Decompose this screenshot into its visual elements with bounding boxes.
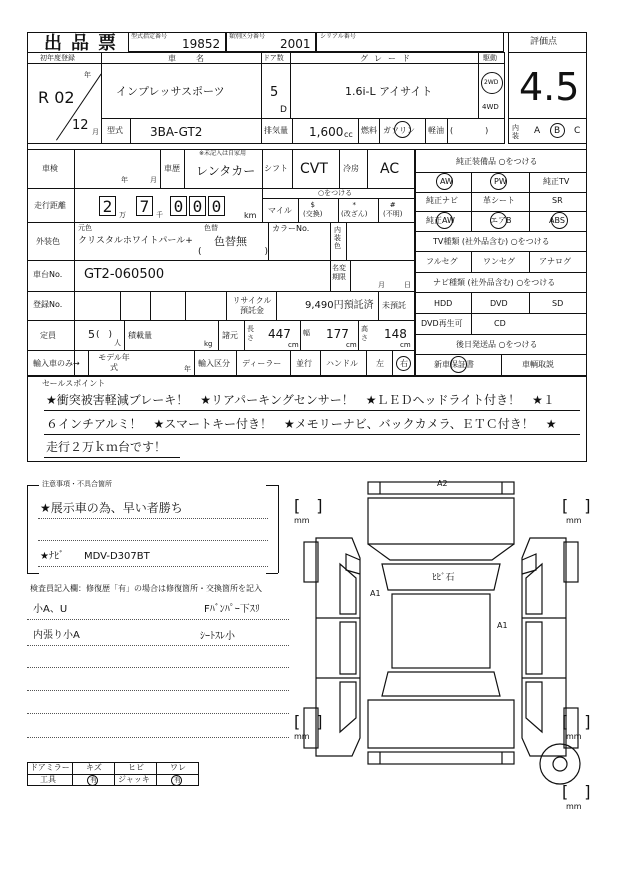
tv-oneseg: ワンセグ (483, 257, 515, 266)
import-parallel: 並行 (296, 359, 312, 368)
inspection-year-label: 年 (121, 176, 128, 184)
handle-left: 左 (376, 359, 384, 368)
acc-jack-value: 有 (174, 776, 181, 784)
interior-b-circle (550, 123, 565, 138)
equip-leather: 革シート (483, 196, 515, 205)
sales-line-3: 走行２万ｋｍ台です！ (46, 440, 167, 454)
load-label: 積載量 (128, 331, 152, 340)
tire-rl-bracket: [ ] (294, 712, 323, 731)
damage-left: A1 (370, 589, 381, 598)
history-note: ※未記入は自家用 (199, 150, 247, 157)
navi-title: ナビ種類 (社外品含む) ○をつける (433, 278, 556, 287)
fuel-gasoline: ガソリン (383, 126, 415, 135)
rating-score: 4.5 (519, 65, 580, 109)
acc-tools: 工具 (40, 775, 56, 784)
dvd-play: DVD再生可 (421, 319, 463, 328)
notes-line-1: ★展示車の為、早い者勝ち (40, 501, 183, 515)
inspector-row-2-right: ｼｰﾄｽﾚ小 (200, 631, 235, 642)
tv-title: TV種類 (社外品含む) ○をつける (433, 237, 550, 246)
fuel-light-oil: 軽油 (428, 126, 444, 135)
first-reg-month: 12 (72, 118, 89, 133)
name-change-day: 日 (404, 281, 411, 289)
import-category-label: 輸入区分 (198, 359, 230, 368)
grade-value: 1.6i-L アイサイト (345, 85, 433, 98)
equip-genuine-aw-circle (436, 212, 453, 229)
displacement-value: 1,600 (309, 125, 344, 139)
name-change-month: 月 (378, 281, 385, 289)
spec-label: 諸元 (222, 331, 238, 340)
mileage-digit-1: 2 (99, 196, 116, 216)
first-reg-year-label: 年 (84, 71, 91, 79)
notes-label: 注意事項・不具合箇所 (42, 480, 112, 488)
mileage-circle-note: ○をつける (318, 189, 353, 197)
handle-right-circle (396, 356, 411, 371)
type-label: 型式 (107, 126, 123, 135)
rating-label: 評価点 (530, 37, 558, 47)
category-label: 類別区分番号 (229, 33, 266, 40)
tire-fl-mm: mm (294, 516, 310, 525)
car-name-label: 車 名 (168, 54, 210, 63)
color-paint-label: 色替 (204, 224, 218, 232)
mileage-man-label: 万 (119, 211, 126, 219)
equip-aw-circle (436, 173, 453, 190)
history-value: レンタカー (196, 164, 256, 178)
drive-label: 駆動 (483, 54, 497, 62)
height-cm: cm (400, 341, 411, 349)
door-type: D (280, 105, 287, 115)
equip-navi: 純正ナビ (426, 196, 458, 205)
mileage-digit-4: 0 (189, 196, 206, 216)
mileage-modified: * (改ざん) (341, 201, 368, 218)
acc-header-break: ワレ (170, 763, 186, 772)
length-value: 447 (268, 327, 291, 341)
acc-tools-value: 有 (90, 776, 97, 784)
capacity-label: 定員 (40, 331, 56, 340)
model-code-value: 19852 (182, 37, 221, 51)
interior-b: B (554, 126, 561, 136)
mileage-label: 走行距離 (34, 201, 66, 210)
equip-tv: 純正TV (543, 177, 570, 186)
first-reg-month-label: 月 (92, 128, 99, 136)
navi-hdd: HDD (434, 299, 453, 308)
length-label: 長さ (247, 325, 254, 342)
color-no-label: カラーNo. (272, 224, 310, 233)
import-dealer: ディーラー (242, 359, 282, 368)
acc-jack-circle (171, 775, 182, 786)
inspector-row-2-left: 内張り小A (33, 630, 80, 641)
inspection-label: 車検 (42, 164, 58, 173)
type-value: 3BA-GT2 (150, 125, 203, 139)
import-label: 輸入車のみ→ (33, 359, 80, 368)
doors-value: 5 (270, 85, 279, 100)
car-name: インプレッサスポーツ (116, 85, 225, 98)
page-title: 出品票 (44, 33, 125, 54)
tire-rr-mm: mm (566, 732, 582, 741)
equip-pw-circle (490, 173, 507, 190)
registration-label: 登録No. (33, 300, 63, 309)
height-value: 148 (384, 327, 407, 341)
mileage-unit: km (244, 211, 257, 220)
capacity-person: 人 (114, 339, 121, 347)
damage-front: A2 (437, 479, 448, 488)
sales-label: セールスポイント (42, 379, 106, 388)
width-label: 幅 (303, 329, 310, 337)
acc-header-scratch: キズ (86, 763, 102, 772)
tire-spare-mm: mm (566, 802, 582, 811)
recycle-value: 9,490円預託済 (305, 300, 374, 311)
acc-header-crack: ヒビ (128, 763, 144, 772)
grade-label: グレード (360, 54, 416, 63)
interior-color-label: 内装色 (334, 226, 341, 250)
color-paint-paren: ( ) (198, 247, 269, 257)
fuel-gasoline-circle (394, 121, 411, 138)
mileage-unknown: # (不明) (383, 201, 403, 218)
mileage-digit-5: 0 (208, 196, 225, 216)
equip-sr: SR (552, 196, 563, 205)
tire-spare-bracket: [ ] (562, 782, 591, 801)
model-year-year: 年 (184, 365, 191, 373)
shift-value: CVT (300, 161, 328, 177)
equip-pw: PW (494, 177, 507, 186)
model-code-label: 型式指定番号 (131, 33, 168, 40)
recycle-label: リサイクル預託金 (232, 296, 272, 315)
length-cm: cm (288, 341, 299, 349)
later-warranty: 新車保証書 (434, 360, 474, 369)
acc-tools-circle (87, 775, 98, 786)
color-original-label: 元色 (78, 224, 92, 232)
chassis-label: 車台No. (33, 270, 63, 279)
name-change-label: 名変期限 (332, 264, 346, 281)
interior-c: C (574, 126, 581, 136)
inspector-row-1-right: Fﾊﾞﾝﾊﾟｰ下ｽﾘ (204, 604, 260, 615)
equip-abs: ABS (549, 216, 565, 225)
drive-4wd: 4WD (482, 103, 499, 111)
drive-2wd: 2WD (484, 79, 499, 86)
damage-glass: ﾋﾋﾞ石 (432, 573, 455, 583)
equipment-title: 純正装備品 ○をつける (456, 157, 538, 166)
mileage-mile: マイル (268, 206, 292, 215)
capacity-value: 5 (88, 328, 95, 341)
mileage-exchanged: $ (交換) (303, 201, 323, 218)
category-value: 2001 (280, 37, 311, 51)
equip-airbag: エアB (490, 216, 512, 225)
damage-right: A1 (497, 621, 508, 630)
later-title: 後日発送品 ○をつける (456, 340, 538, 349)
equip-abs-circle (551, 212, 568, 229)
navi-dvd: DVD (490, 299, 508, 308)
mileage-digit-2: 7 (136, 196, 153, 216)
doors-label: ドア数 (263, 54, 284, 62)
sales-line-2: ６インチアルミ！ ★スマートキー付き！ ★メモリーナビ、バックカメラ、ＥＴＣ付き！ ★ (46, 417, 557, 431)
recycle-unpaid: 未預託 (382, 301, 406, 310)
handle-label: ハンドル (326, 359, 358, 368)
ac-value: AC (380, 161, 400, 177)
chassis-value: GT2-060500 (84, 267, 165, 282)
load-kg: kg (204, 340, 213, 348)
later-manual: 車輌取説 (522, 360, 554, 369)
tire-fr-mm: mm (566, 516, 582, 525)
notes-line-2: ★ﾅﾋﾞ MDV-D307BT (40, 551, 150, 562)
color-paint: 色替無 (214, 235, 247, 248)
interior-label: 内装 (512, 124, 519, 140)
interior-a: A (534, 126, 541, 136)
acc-jack: ジャッキ (118, 775, 150, 784)
displacement-unit: cc (344, 130, 353, 139)
fuel-other: ( ) (450, 126, 489, 135)
color-original: クリスタルホワイトパール+ (78, 236, 193, 246)
later-warranty-circle (450, 356, 467, 373)
equip-airbag-circle (490, 212, 507, 229)
serial-label: シリアル番号 (320, 33, 356, 40)
tire-rl-mm: mm (294, 732, 310, 741)
dvd-cd: CD (494, 319, 506, 328)
width-value: 177 (326, 327, 349, 341)
inspector-label: 検査員記入欄：修復歴「有」の場合は修復箇所・交換箇所を記入 (30, 584, 262, 593)
history-label: 車歴 (164, 164, 180, 173)
mileage-digit-3: 0 (170, 196, 187, 216)
tire-rr-bracket: [ ] (562, 712, 591, 731)
model-year-label: モデル年式 (98, 353, 130, 372)
color-label: 外装色 (36, 237, 60, 246)
acc-header-mirror: ドアミラー (30, 763, 70, 772)
tv-fullseg: フルセグ (426, 257, 458, 266)
equip-genuine-aw: 純正AW (426, 216, 455, 225)
equip-aw: AW (440, 177, 453, 186)
mileage-sen-label: 千 (156, 211, 163, 219)
handle-right: 右 (400, 359, 408, 368)
sales-line-1: ★衝突被害軽減ブレーキ！ ★リアパーキングセンサー！ ★ＬＥＤヘッドライト付き！ ★１ (46, 393, 555, 407)
first-reg-label: 初年度登録 (40, 54, 75, 62)
inspector-row-1-left: 小A、U (33, 604, 68, 615)
displacement-label: 排気量 (264, 126, 288, 135)
fuel-label: 燃料 (361, 126, 377, 135)
shift-label: シフト (264, 164, 288, 173)
tire-fr-bracket: [ ] (562, 496, 591, 515)
tire-fl-bracket: [ ] (294, 496, 323, 515)
capacity-paren: ( ) (96, 330, 113, 340)
ac-label: 冷房 (343, 164, 359, 173)
width-cm: cm (346, 341, 357, 349)
height-label: 高さ (361, 325, 368, 342)
first-reg-era: R 02 (38, 88, 75, 107)
navi-sd: SD (552, 299, 564, 308)
tv-analog: アナログ (539, 257, 571, 266)
car-damage-diagram (290, 478, 590, 808)
inspection-month-label: 月 (150, 176, 157, 184)
